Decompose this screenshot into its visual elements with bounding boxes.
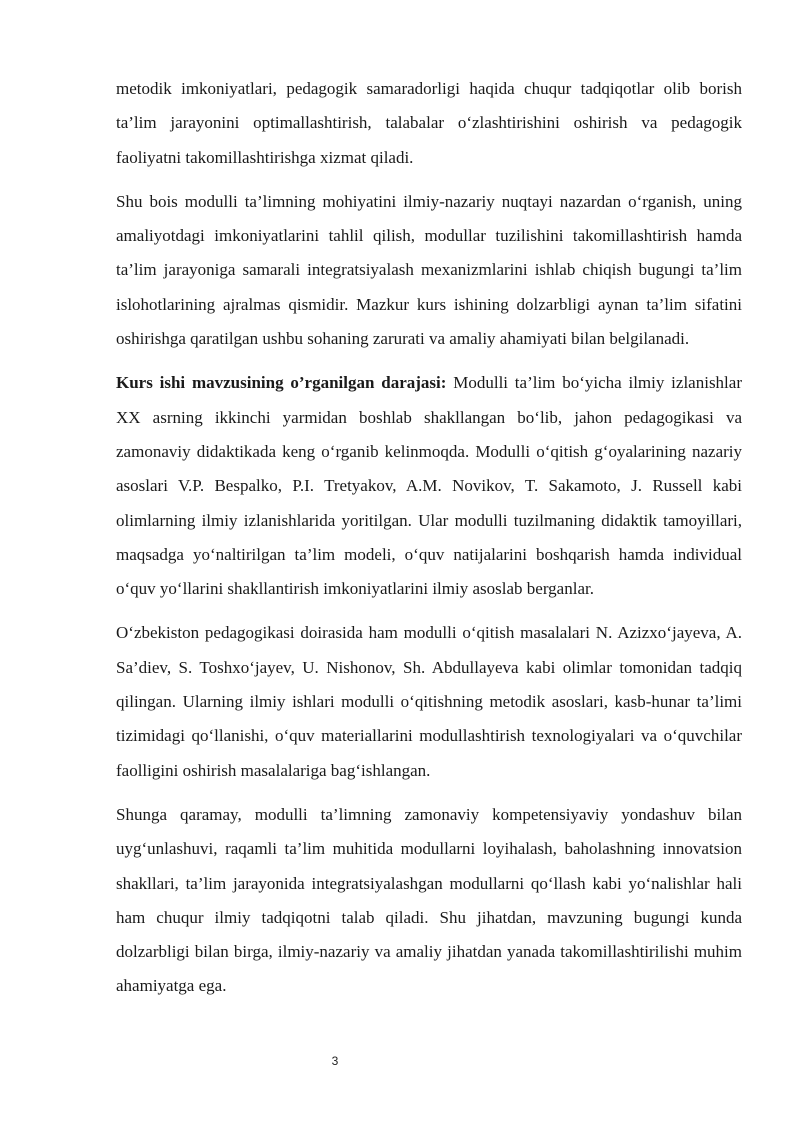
paragraph-1-text: metodik imkoniyatlari, pedagogik samaradorligi haqida chuqur tadqiqotlar olib borish ta’lim jarayonini optimallashtirish, talabalar o‘zlashtirishini oshirish va pedagogik faoliyatni takomillashtirishga xizmat qiladi. bbox=[116, 79, 742, 167]
paragraph-5-text: Shunga qaramay, modulli ta’limning zamonaviy kompetensiyaviy yondashuv bilan uyg‘unlashuvi, raqamli ta’lim muhitida modullarni loyihalash, baholashning innovatsion shakllari, ta’lim jarayonida integratsiyalashgan modullarni qo‘llash kabi yo‘nalishlar hali ham chuqur ilmiy tadqiqotni talab qiladi. Shu jihatdan, mavzuning bugungi kunda dolzarbligi bilan birga, ilmiy-nazariy va amaliy jihatdan yanada takomillashtirilishi muhim ahamiyatga ega. bbox=[116, 804, 742, 996]
paragraph-2-text: Shu bois modulli ta’limning mohiyatini ilmiy-nazariy nuqtayi nazardan o‘rganish, uning amaliyotdagi imkoniyatlarini tahlil qilish, modullar tuzilishini takomillashtirish hamda ta’lim jarayoniga samarali integratsiyalash mexanizmlarini ishlab chiqish bugungi ta’lim islohotlarining ajralmas qismidir. Mazkur kurs ishining dolzarbligi aynan ta’lim sifatini oshirishga qaratilgan ushbu sohaning zarurati va amaliy ahamiyati bilan belgilanadi. bbox=[116, 191, 742, 349]
document-page bbox=[116, 72, 742, 1014]
section-heading-inline: Kurs ishi mavzusining o’rganilgan darajasi: bbox=[116, 373, 447, 393]
paragraph-4 bbox=[116, 616, 742, 787]
page-number: 3 bbox=[331, 1054, 339, 1068]
paragraph-2 bbox=[116, 185, 742, 356]
paragraph-5 bbox=[116, 798, 742, 1004]
paragraph-3 bbox=[116, 366, 742, 606]
paragraph-1 bbox=[116, 72, 742, 175]
paragraph-3-text: Modulli ta’lim bo‘yicha ilmiy izlanishlar XX asrning ikkinchi yarmidan boshlab shakllangan bo‘lib, jahon pedagogikasi va zamonaviy didaktikada keng o‘rganib kelinmoqda. Modulli o‘qitish g‘oyalarining nazariy asoslari V.P. Bespalko, P.I. Tretyakov, A.M. Novikov, T. Sakamoto, J. Russell kabi olimlarning ilmiy izlanishlarida yoritilgan. Ular modulli tuzilmaning didaktik tamoyillari, maqsadga yo‘naltirilgan ta’lim modeli, o‘quv natijalarini boshqarish hamda individual o‘quv yo‘llarini shakllantirish imkoniyatlarini ilmiy asoslab berganlar. bbox=[116, 373, 742, 599]
paragraph-4-text: O‘zbekiston pedagogikasi doirasida ham modulli o‘qitish masalalari N. Azizxo‘jayeva, A. Sa’diev, S. Toshxo‘jayev, U. Nishonov, Sh. Abdullayeva kabi olimlar tomonidan tadqiq qilingan. Ularning ilmiy ishlari modulli o‘qitishning metodik asoslari, kasb-hunar ta’limi tizimidagi qo‘llanishi, o‘quv materiallarini modullashtirish texnologiyalari va o‘quvchilar faolligini oshirish masalalariga bag‘ishlangan. bbox=[116, 623, 742, 780]
